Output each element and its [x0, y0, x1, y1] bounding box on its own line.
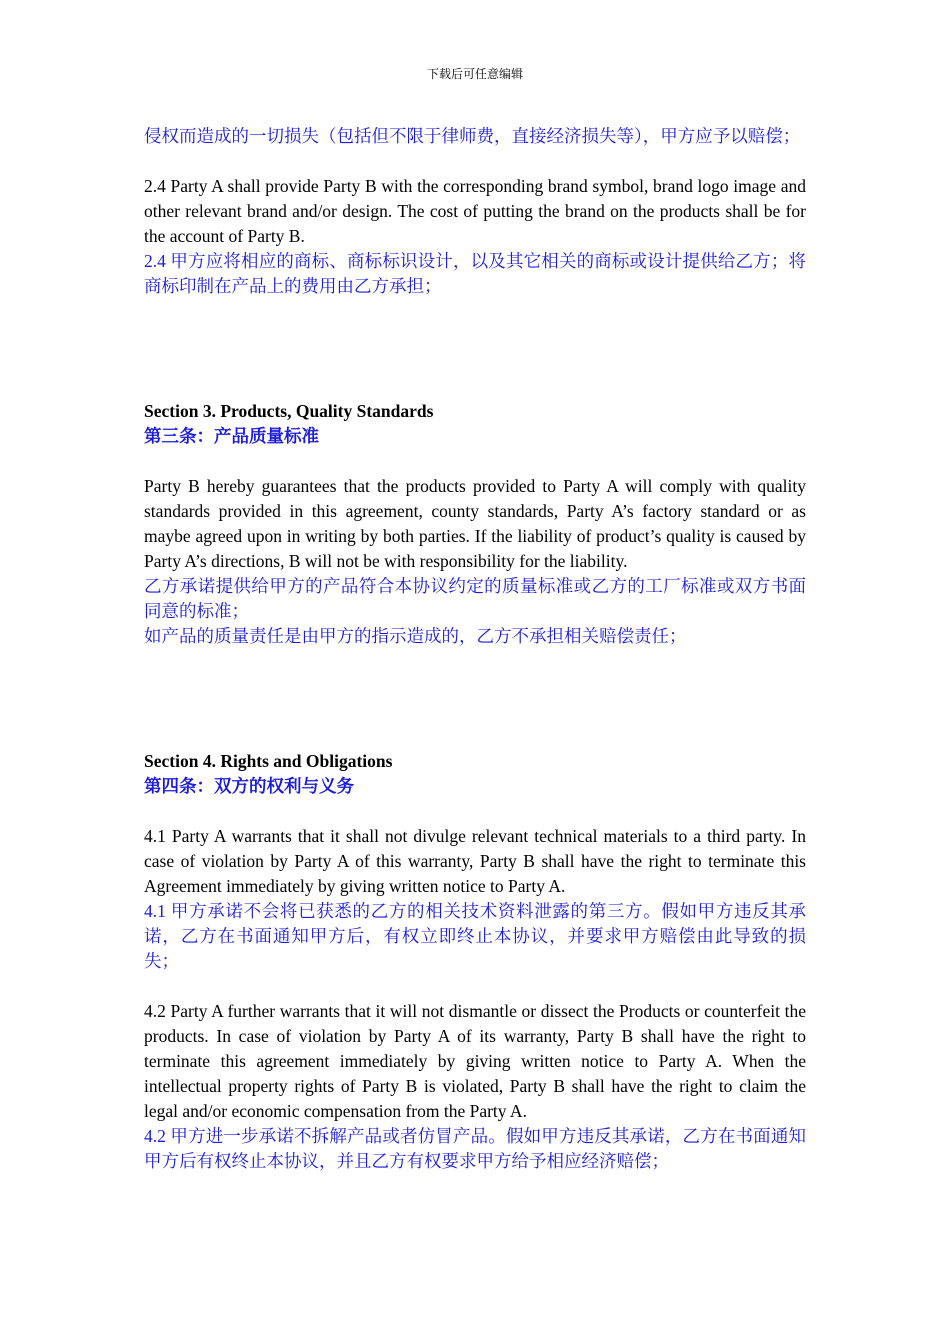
clause-4-1-en: 4.1 Party A warrants that it shall not divulge relevant technical materials to a third party. In case of violation by Party A of this warranty, Party B shall have the right to terminate this Agreement immediately by giving written notice to Party A.: [144, 826, 806, 896]
clause-4-1-cn: 4.1 甲方承诺不会将已获悉的乙方的相关技术资料泄露的第三方。假如甲方违反其承诺，乙方在书面通知甲方后，有权立即终止本协议，并要求甲方赔偿由此导致的损失；: [144, 901, 806, 971]
clause-2-4-en: 2.4 Party A shall provide Party B with the corresponding brand symbol, brand logo image and other relevant brand and/or design. The cost of putting the brand on the products shall be for the account of Party B.: [144, 176, 806, 246]
section-3-heading-cn: 第三条：产品质量标准: [144, 426, 319, 446]
section-3-paragraph-en: Party B hereby guarantees that the products provided to Party A will comply with quality standards provided in this agreement, county standards, Party A’s factory standard or as maybe agreed upon in writing by both parties. If the liability of product’s quality is caused by Party A’s directions, B will not be with responsibility for the liability.: [144, 476, 806, 571]
clause-2-4-cn: 2.4 甲方应将相应的商标、商标标识设计，以及其它相关的商标或设计提供给乙方；将商标印制在产品上的费用由乙方承担；: [144, 251, 806, 296]
clause-4-2-en: 4.2 Party A further warrants that it will not dismantle or dissect the Products or counterfeit the products. In case of violation by Party A of its warranty, Party B shall have the right to terminate this agreement immediately by giving written notice to Party A. When the intellectual property rights of Party B is violated, Party B shall have the right to claim the legal and/or economic compensation from the Party A.: [144, 1001, 806, 1121]
section-3-paragraph-cn-1: 乙方承诺提供给甲方的产品符合本协议约定的质量标准或乙方的工厂标准或双方书面同意的标准；: [144, 576, 806, 621]
page-header: 下载后可任意编辑: [426, 67, 523, 81]
document-body: [144, 124, 806, 1174]
section-3-paragraph-cn-2: 如产品的质量责任是由甲方的指示造成的，乙方不承担相关赔偿责任；: [144, 626, 687, 646]
section-3-heading-en: Section 3. Products, Quality Standards: [144, 401, 434, 421]
section-4-heading-en: Section 4. Rights and Obligations: [144, 751, 393, 771]
section-4-heading-cn: 第四条：双方的权利与义务: [144, 776, 354, 796]
continued-paragraph-cn: 侵权而造成的一切损失（包括但不限于律师费，直接经济损失等），甲方应予以赔偿；: [144, 126, 801, 146]
clause-4-2-cn: 4.2 甲方进一步承诺不拆解产品或者仿冒产品。假如甲方违反其承诺，乙方在书面通知甲方后有权终止本协议，并且乙方有权要求甲方给予相应经济赔偿；: [144, 1126, 806, 1171]
